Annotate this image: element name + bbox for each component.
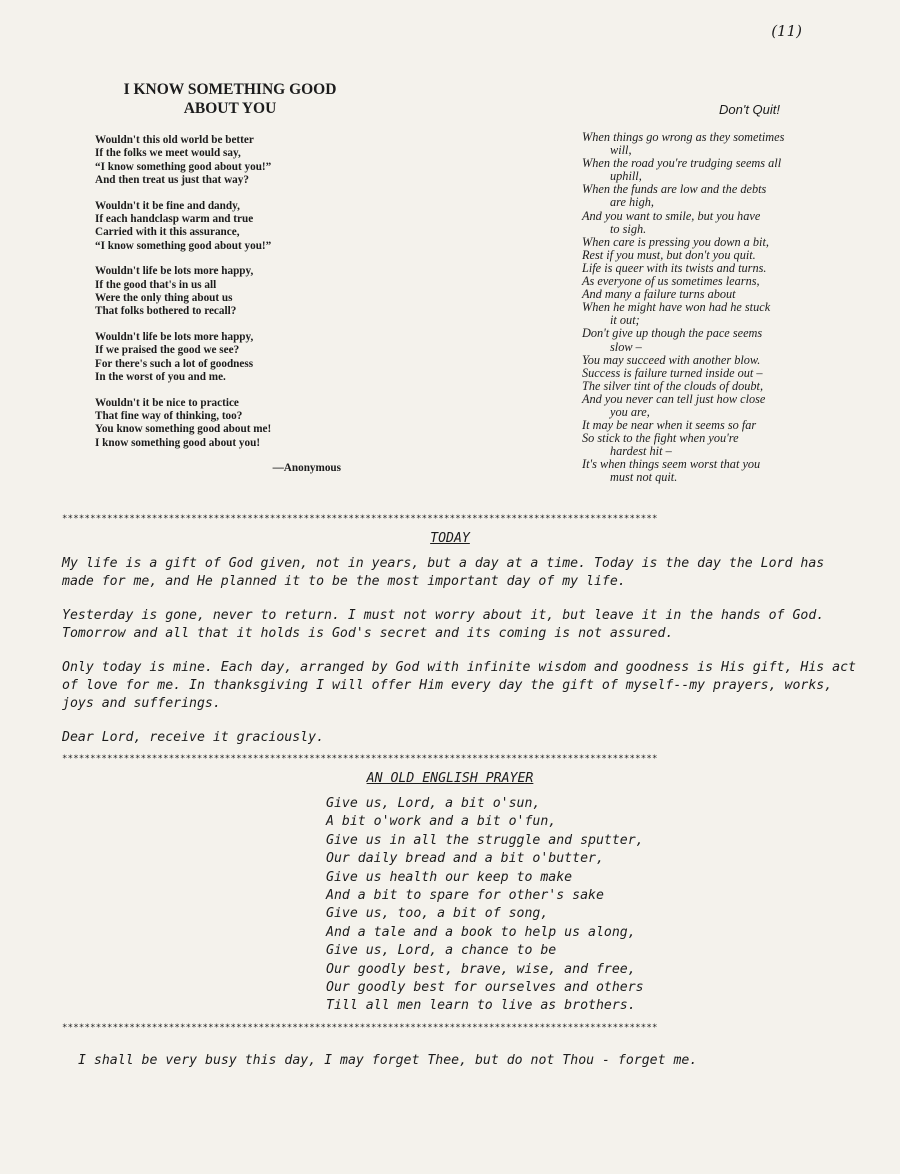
page-number: (11) bbox=[771, 22, 802, 40]
prayer-line: Give us, Lord, a bit o'sun, bbox=[326, 796, 541, 811]
poem-line: If the good that's in us all bbox=[95, 278, 217, 291]
prayer-line: Our daily bread and a bit o'butter, bbox=[326, 851, 604, 867]
left-poem-title-line: I KNOW SOMETHING GOOD bbox=[123, 81, 337, 98]
poem-line: That fine way of thinking, too? bbox=[95, 409, 243, 422]
poem-line: Don't give up though the pace seems bbox=[582, 326, 763, 341]
prayer-line: Give us in all the struggle and sputter, bbox=[326, 832, 644, 848]
poem-line: The silver tint of the clouds of doubt, bbox=[582, 378, 764, 393]
poem-line: Wouldn't life be lots more happy, bbox=[95, 330, 254, 343]
poem-line: Wouldn't it be fine and dandy, bbox=[95, 199, 240, 212]
poem-line: So stick to the fight when you're bbox=[582, 431, 739, 446]
poem-line: “I know something good about you!” bbox=[95, 160, 272, 173]
prayer-line: Our goodly best for ourselves and others bbox=[326, 980, 644, 996]
right-poem bbox=[582, 102, 842, 485]
prayer-line: And a bit to spare for other's sake bbox=[326, 888, 604, 904]
poem-line: When care is pressing you down a bit, bbox=[582, 234, 769, 249]
poem-line: Success is failure turned inside out – bbox=[582, 365, 763, 380]
poem-line: You know something good about me! bbox=[95, 423, 272, 436]
poem-line: If the folks we meet would say, bbox=[95, 147, 241, 160]
poem-line: Wouldn't this old world be better bbox=[95, 134, 254, 146]
poem-stanza bbox=[95, 331, 365, 385]
poem-line: When things go wrong as they sometimes bbox=[582, 130, 785, 144]
right-poem-lines bbox=[582, 131, 842, 485]
poem-line: That folks bothered to recall? bbox=[95, 305, 237, 318]
poem-line: slow – bbox=[610, 339, 642, 354]
poem-line: it out; bbox=[610, 313, 640, 328]
poem-line: For there's such a lot of goodness bbox=[95, 357, 254, 370]
left-poem bbox=[95, 80, 365, 474]
poem-line: Rest if you must, but don't you quit. bbox=[582, 247, 756, 262]
poem-line: It may be near when it seems so far bbox=[582, 418, 757, 433]
poem-line: to sigh. bbox=[610, 221, 647, 236]
poem-stanza bbox=[95, 134, 365, 188]
poem-stanza bbox=[95, 397, 365, 451]
poem-line: As everyone of us sometimes learns, bbox=[582, 274, 760, 289]
poem-line: And you never can tell just how close bbox=[582, 391, 766, 406]
left-poem-title-line: ABOUT YOU bbox=[183, 100, 277, 117]
poem-line: And many a failure turns about bbox=[582, 287, 736, 302]
prayer-line: Give us, Lord, a chance to be bbox=[326, 943, 557, 959]
poem-line: uphill, bbox=[610, 169, 642, 184]
star-divider: ********************************************************************************************************** bbox=[62, 754, 658, 764]
today-paragraph: My life is a gift of God given, not in years, but a day at a time. Today is the day the Lord has made for me, and He planned it to be the most important day of my life. bbox=[62, 556, 825, 589]
poem-line: are high, bbox=[610, 195, 654, 210]
prayer-line: Give us, too, a bit of song, bbox=[326, 906, 549, 922]
prayer-line: Give us health our keep to make bbox=[326, 869, 573, 885]
today-paragraph: Dear Lord, receive it graciously. bbox=[62, 730, 325, 745]
poem-line: Wouldn't life be lots more happy, bbox=[95, 265, 254, 278]
poem-line: And you want to smile, but you have bbox=[582, 208, 761, 223]
poem-author: —Anonymous bbox=[272, 462, 341, 475]
poem-line: Carried with it this assurance, bbox=[95, 226, 240, 239]
prayer-line: Till all men learn to live as brothers. bbox=[326, 998, 636, 1014]
prayer-line: And a tale and a book to help us along, bbox=[326, 924, 636, 940]
prayer-line: A bit o'work and a bit o'fun, bbox=[326, 814, 557, 830]
poem-line: must not quit. bbox=[610, 470, 678, 485]
today-paragraph: Yesterday is gone, never to return. I must not worry about it, but leave it in the hands of God. Tomorrow and all that it holds is God's secret and its coming is not assured. bbox=[62, 608, 825, 641]
poem-line: In the worst of you and me. bbox=[95, 371, 226, 384]
star-divider: ********************************************************************************************************** bbox=[62, 1023, 658, 1033]
poem-line: “I know something good about you!” bbox=[95, 239, 272, 252]
poem-line: will, bbox=[610, 143, 632, 158]
poem-line: you are, bbox=[610, 404, 650, 419]
poem-stanza bbox=[95, 265, 365, 319]
poem-line: If each handclasp warm and true bbox=[95, 213, 254, 226]
poem-line: When the road you're trudging seems all bbox=[582, 156, 782, 171]
poem-line: Were the only thing about us bbox=[95, 292, 233, 305]
left-poem-title bbox=[95, 80, 365, 118]
poem-line: If we praised the good we see? bbox=[95, 344, 240, 357]
prayer-heading: AN OLD ENGLISH PRAYER bbox=[366, 771, 534, 786]
today-paragraph: Only today is mine. Each day, arranged by God with infinite wisdom and goodness is His gift, His act of love for me. In thanksgiving I will offer Him every day the gift of myself--my prayers, works, joys and sufferings. bbox=[62, 660, 856, 711]
right-poem-title: Don't Quit! bbox=[718, 102, 780, 117]
poem-line: Life is queer with its twists and turns. bbox=[582, 260, 767, 275]
star-divider: ********************************************************************************************************** bbox=[62, 514, 658, 524]
poem-line: When he might have won had he stuck bbox=[582, 300, 771, 315]
prayer-line: Our goodly best, brave, wise, and free, bbox=[326, 961, 636, 977]
poem-line: When the funds are low and the debts bbox=[582, 182, 767, 197]
poem-line: And then treat us just that way? bbox=[95, 174, 249, 187]
poem-line: You may succeed with another blow. bbox=[582, 352, 761, 367]
today-heading: TODAY bbox=[430, 531, 470, 546]
closing-line: I shall be very busy this day, I may forget Thee, but do not Thou - forget me. bbox=[78, 1053, 698, 1068]
poem-line: I know something good about you! bbox=[95, 436, 261, 449]
today-body bbox=[62, 555, 857, 763]
poem-line: It's when things seem worst that you bbox=[582, 457, 761, 472]
poem-line: hardest hit – bbox=[610, 444, 672, 459]
poem-line: Wouldn't it be nice to practice bbox=[95, 396, 239, 409]
prayer-lines bbox=[326, 795, 644, 1016]
poem-stanza bbox=[95, 200, 365, 254]
